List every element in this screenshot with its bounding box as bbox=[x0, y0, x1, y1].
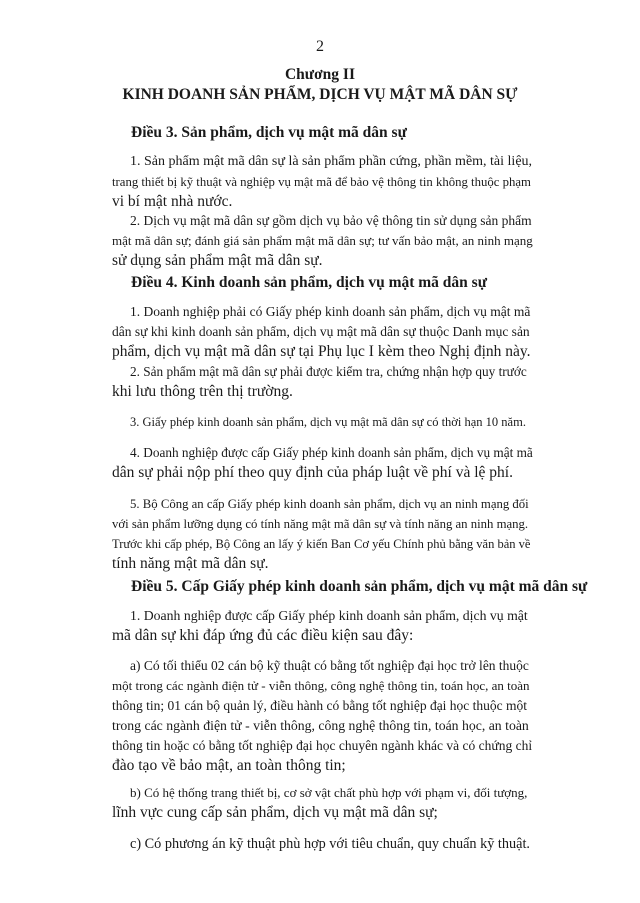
text-line: 3. Giấy phép kinh doanh sản phẩm, dịch vụ mật mã dân sự có thời hạn 10 năm. bbox=[130, 415, 526, 429]
text-line: 2. Sản phẩm mật mã dân sự phải được kiểm tra, chứng nhận hợp quy trước bbox=[130, 364, 527, 379]
text-line: 1. Doanh nghiệp được cấp Giấy phép kinh doanh sản phẩm, dịch vụ mật bbox=[130, 608, 528, 623]
article-4-paragraph-1 bbox=[112, 302, 532, 362]
article-5-paragraph-c bbox=[112, 834, 532, 854]
text-line: mã dân sự khi đáp ứng đủ các điều kiện sau đây: bbox=[112, 627, 414, 644]
text-line: b) Có hệ thống trang thiết bị, cơ sở vật chất phù hợp với phạm vi, đối tượng, bbox=[130, 785, 528, 800]
article-5-paragraph-1 bbox=[112, 606, 532, 646]
text-line: sử dụng sản phẩm mật mã dân sự. bbox=[112, 252, 323, 269]
text-line: a) Có tối thiểu 02 cán bộ kỹ thuật có bằng tốt nghiệp đại học trở lên thuộc bbox=[130, 658, 529, 673]
article-5-title: Điều 5. Cấp Giấy phép kinh doanh sản phẩm, dịch vụ mật mã dân sự bbox=[131, 578, 588, 595]
text-line: thông tin hoặc có bằng tốt nghiệp đại học chuyên ngành khác và có chứng chỉ bbox=[112, 738, 533, 753]
text-line: với sản phẩm lưỡng dụng có tính năng mật mã dân sự và tính năng an ninh mạng. bbox=[112, 517, 529, 531]
text-line: trong các ngành điện tử - viễn thông, công nghệ thông tin, toán học, an toàn bbox=[112, 718, 529, 733]
text-line: vi bí mật nhà nước. bbox=[112, 193, 233, 210]
text-line: khi lưu thông trên thị trường. bbox=[112, 383, 293, 400]
article-4-paragraph-2 bbox=[112, 362, 532, 402]
text-line: một trong các ngành điện tử - viễn thông, công nghệ thông tin, toán học, an toàn bbox=[112, 678, 530, 693]
text-line: Trước khi cấp phép, Bộ Công an lấy ý kiến Ban Cơ yếu Chính phủ bằng văn bản về bbox=[112, 537, 531, 551]
text-line: đào tạo về bảo mật, an toàn thông tin; bbox=[112, 757, 346, 774]
article-4-title: Điều 4. Kinh doanh sản phẩm, dịch vụ mật mã dân sự bbox=[131, 274, 488, 291]
text-line: 5. Bộ Công an cấp Giấy phép kinh doanh sản phẩm, dịch vụ an ninh mạng đối bbox=[130, 497, 529, 511]
article-3-paragraph-1 bbox=[112, 152, 532, 212]
text-line: trang thiết bị kỹ thuật và nghiệp vụ mật mã để bảo vệ thông tin không thuộc phạm bbox=[112, 175, 531, 189]
text-line: c) Có phương án kỹ thuật phù hợp với tiêu chuẩn, quy chuẩn kỹ thuật. bbox=[130, 836, 530, 852]
text-line: 4. Doanh nghiệp được cấp Giấy phép kinh doanh sản phẩm, dịch vụ mật mã bbox=[130, 445, 533, 460]
article-3-title: Điều 3. Sản phẩm, dịch vụ mật mã dân sự bbox=[131, 124, 407, 141]
text-line: phẩm, dịch vụ mật mã dân sự tại Phụ lục I kèm theo Nghị định này. bbox=[112, 343, 531, 360]
chapter-label: Chương II bbox=[284, 66, 355, 83]
article-4-paragraph-5 bbox=[112, 494, 532, 574]
text-line: dân sự phải nộp phí theo quy định của pháp luật về phí và lệ phí. bbox=[112, 464, 513, 481]
text-line: 1. Doanh nghiệp phải có Giấy phép kinh doanh sản phẩm, dịch vụ mật mã bbox=[130, 304, 531, 319]
article-4-paragraph-4 bbox=[112, 443, 532, 483]
article-5-paragraph-a bbox=[112, 656, 532, 776]
text-line: 2. Dịch vụ mật mã dân sự gồm dịch vụ bảo vệ thông tin sử dụng sản phẩm bbox=[130, 213, 532, 228]
article-4-paragraph-3 bbox=[112, 412, 532, 432]
text-line: lĩnh vực cung cấp sản phẩm, dịch vụ mật mã dân sự; bbox=[112, 804, 438, 821]
page-number: 2 bbox=[316, 38, 324, 55]
article-5-paragraph-b bbox=[112, 783, 532, 823]
text-line: mật mã dân sự; đánh giá sản phẩm mật mã dân sự; tư vấn bảo mật, an ninh mạng bbox=[112, 233, 533, 248]
text-line: tính năng mật mã dân sự. bbox=[112, 555, 269, 572]
text-line: 1. Sản phẩm mật mã dân sự là sản phẩm phần cứng, phần mềm, tài liệu, bbox=[130, 154, 533, 169]
article-3-paragraph-2 bbox=[112, 211, 532, 271]
chapter-title: KINH DOANH SẢN PHẨM, DỊCH VỤ MẬT MÃ DÂN SỰ bbox=[122, 86, 518, 103]
text-line: thông tin; 01 cán bộ quản lý, điều hành có bằng tốt nghiệp đại học thuộc một bbox=[112, 698, 528, 713]
text-line: dân sự khi kinh doanh sản phẩm, dịch vụ mật mã dân sự thuộc Danh mục sản bbox=[112, 324, 530, 339]
